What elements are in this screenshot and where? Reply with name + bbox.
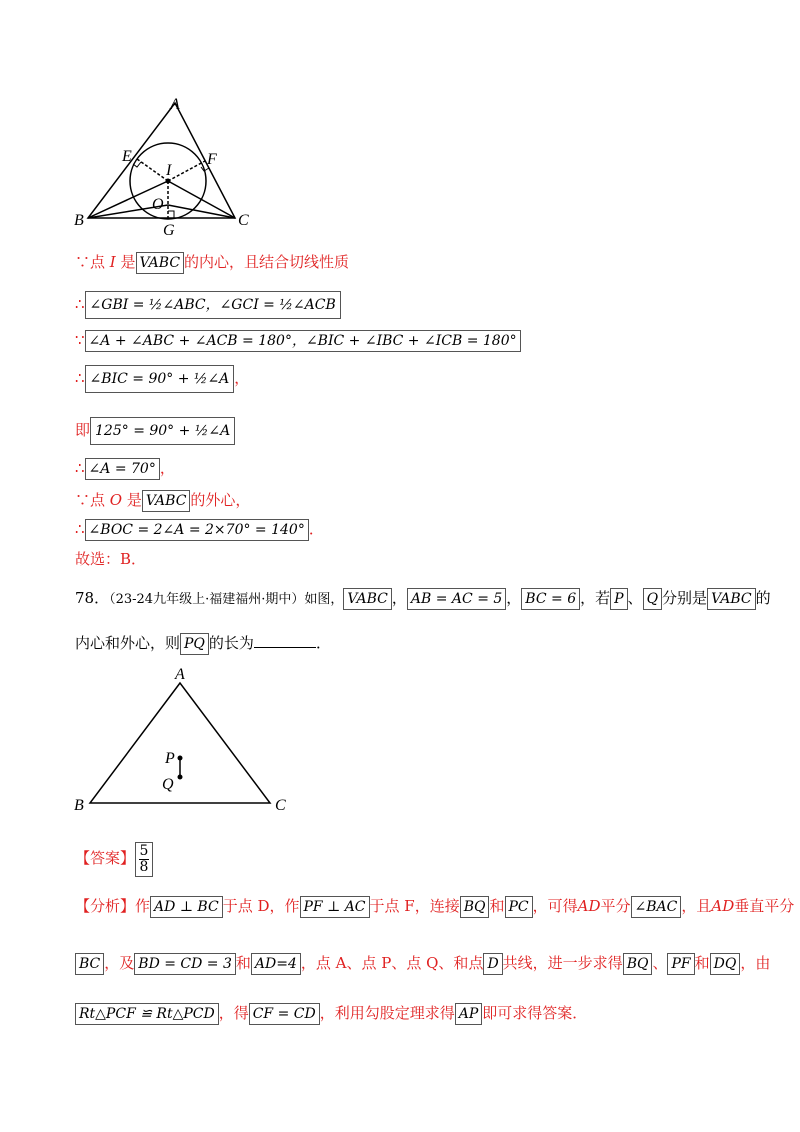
label-p: P bbox=[165, 750, 175, 767]
formula-box: AD=4 bbox=[251, 953, 301, 975]
formula-box: AB = AC = 5 bbox=[407, 588, 506, 610]
formula-box: VABC bbox=[142, 490, 191, 512]
formula-box: BD = CD = 3 bbox=[134, 953, 236, 975]
figure-triangle-pq bbox=[70, 665, 300, 815]
text: ，可得 bbox=[532, 897, 578, 915]
text: 是 bbox=[122, 491, 142, 509]
point-i bbox=[166, 179, 171, 184]
answer-fraction bbox=[135, 842, 153, 877]
text: 的内心，且结合切线性质 bbox=[184, 253, 350, 271]
text: O bbox=[109, 491, 123, 509]
formula-box: AP bbox=[455, 1003, 483, 1025]
formula-box: PF bbox=[667, 953, 694, 975]
formula-box: BC = 6 bbox=[521, 588, 580, 610]
segment-co bbox=[168, 205, 235, 218]
solution-line-5 bbox=[75, 414, 235, 446]
label-a: A bbox=[170, 96, 180, 113]
text: 的 bbox=[755, 589, 771, 607]
text: 和 bbox=[694, 954, 710, 972]
text: 垂直平分 bbox=[734, 897, 795, 915]
solution-line-8 bbox=[75, 516, 324, 542]
text: 和 bbox=[235, 954, 251, 972]
text: 的外心， bbox=[190, 491, 251, 509]
text: ． bbox=[315, 634, 331, 652]
right-angle-g bbox=[168, 211, 174, 218]
text: ∵点 bbox=[75, 253, 110, 271]
text: 、 bbox=[627, 589, 643, 607]
text: ， bbox=[391, 589, 407, 607]
formula-box: CF = CD bbox=[249, 1003, 320, 1025]
text: 作 bbox=[135, 897, 151, 915]
figure-incircle-triangle bbox=[70, 95, 270, 240]
text: ，得 bbox=[218, 1004, 249, 1022]
formula-box: Rt△PCF ≌ Rt△PCD bbox=[75, 1003, 219, 1025]
denominator: 8 bbox=[139, 858, 149, 875]
text: ，由 bbox=[740, 954, 771, 972]
text: ， bbox=[234, 369, 250, 387]
label-b: B bbox=[74, 212, 84, 229]
formula-box: P bbox=[610, 588, 627, 610]
answer-blank[interactable] bbox=[254, 631, 316, 648]
text: 于点 D，作 bbox=[222, 897, 300, 915]
answer-label: 【答案】 bbox=[75, 849, 136, 867]
label-i: I bbox=[166, 162, 172, 179]
label-o: O bbox=[152, 196, 164, 213]
text: ， bbox=[159, 459, 175, 477]
label-f: F bbox=[207, 151, 217, 168]
text: 和 bbox=[489, 897, 505, 915]
formula-box: BQ bbox=[623, 953, 653, 975]
text: ， bbox=[506, 589, 522, 607]
segment-if bbox=[168, 161, 205, 181]
label-b: B bbox=[74, 797, 84, 814]
formula-box: BQ bbox=[460, 896, 490, 918]
solution-line-3 bbox=[75, 327, 521, 353]
label-c: C bbox=[275, 797, 286, 814]
formula-box: BC bbox=[75, 953, 104, 975]
solution-line-2 bbox=[75, 288, 341, 320]
text: 平分 bbox=[600, 897, 631, 915]
text: ∴ bbox=[75, 369, 85, 387]
text: 是 bbox=[115, 253, 136, 271]
formula-box: D bbox=[483, 953, 502, 975]
numerator: 5 bbox=[139, 842, 149, 859]
solution-line-7 bbox=[75, 487, 250, 513]
formula-box: PC bbox=[505, 896, 533, 918]
problem-number: 78． bbox=[75, 589, 110, 607]
label-a: A bbox=[175, 666, 185, 683]
formula-box: ∠GBI = ½∠ABC，∠GCI = ½∠ACB bbox=[85, 291, 341, 319]
text: ，且 bbox=[681, 897, 712, 915]
text: 共线，进一步求得 bbox=[502, 954, 623, 972]
problem-source: （23-24九年级上·福建福州·期中）如图， bbox=[109, 592, 344, 607]
formula-box: DQ bbox=[710, 953, 741, 975]
formula-box: ∠BOC = 2∠A = 2×70° = 140° bbox=[85, 519, 309, 541]
text: 内心和外心，则 bbox=[75, 634, 181, 652]
text: ，利用勾股定理求得 bbox=[319, 1004, 455, 1022]
point-q bbox=[178, 775, 183, 780]
text: ∴ bbox=[75, 459, 85, 477]
problem-line-2 bbox=[75, 630, 331, 656]
analysis-label: 【分析】 bbox=[75, 897, 136, 915]
triangle-abc bbox=[90, 683, 270, 803]
text: 即 bbox=[75, 421, 91, 439]
formula-box: VABC bbox=[707, 588, 756, 610]
analysis-line-2 bbox=[75, 950, 770, 976]
text: ，点 A、点 P、点 Q、和点 bbox=[300, 954, 484, 972]
text: 、 bbox=[652, 954, 668, 972]
formula-box: VABC bbox=[136, 252, 185, 274]
formula-box: ∠A + ∠ABC + ∠ACB = 180°，∠BIC + ∠IBC + ∠ICB = 180° bbox=[85, 330, 521, 352]
text: 的长为 bbox=[208, 634, 254, 652]
text: 于点 F，连接 bbox=[369, 897, 460, 915]
solution-line-4 bbox=[75, 362, 249, 394]
formula-box: PF ⊥ AC bbox=[300, 896, 370, 918]
formula-box: ∠BAC bbox=[631, 896, 682, 918]
text: AD bbox=[577, 897, 601, 915]
formula-box: VABC bbox=[343, 588, 392, 610]
text: 分别是 bbox=[662, 589, 708, 607]
formula-box: PQ bbox=[180, 633, 209, 655]
text: ，及 bbox=[104, 954, 135, 972]
solution-line-6 bbox=[75, 455, 175, 481]
formula-box: AD ⊥ BC bbox=[150, 896, 223, 918]
text: I bbox=[109, 253, 116, 271]
label-c: C bbox=[238, 212, 249, 229]
formula-box: 125° = 90° + ½∠A bbox=[90, 417, 235, 445]
label-g: G bbox=[163, 222, 175, 239]
label-q: Q bbox=[162, 776, 174, 793]
formula-box: ∠BIC = 90° + ½∠A bbox=[85, 365, 235, 393]
formula-box: ∠A = 70° bbox=[85, 458, 160, 480]
point-p bbox=[178, 756, 183, 761]
text: ，若 bbox=[580, 589, 611, 607]
text: 即可求得答案． bbox=[482, 1004, 588, 1022]
text: ∵ bbox=[75, 331, 85, 349]
text: AD bbox=[711, 897, 735, 915]
solution-line-9: 故选：B． bbox=[75, 550, 147, 568]
segment-ie bbox=[137, 159, 168, 181]
text: ∴ bbox=[75, 520, 85, 538]
label-e: E bbox=[122, 148, 132, 165]
problem-line-1 bbox=[75, 585, 771, 611]
text: ∵点 bbox=[75, 491, 110, 509]
answer-line bbox=[75, 840, 153, 876]
text: ∴ bbox=[75, 295, 85, 313]
text: ． bbox=[308, 520, 324, 538]
solution-line-1 bbox=[75, 249, 349, 275]
formula-box: Q bbox=[643, 588, 662, 610]
analysis-line-3 bbox=[75, 1000, 587, 1026]
analysis-line-1 bbox=[75, 893, 794, 919]
